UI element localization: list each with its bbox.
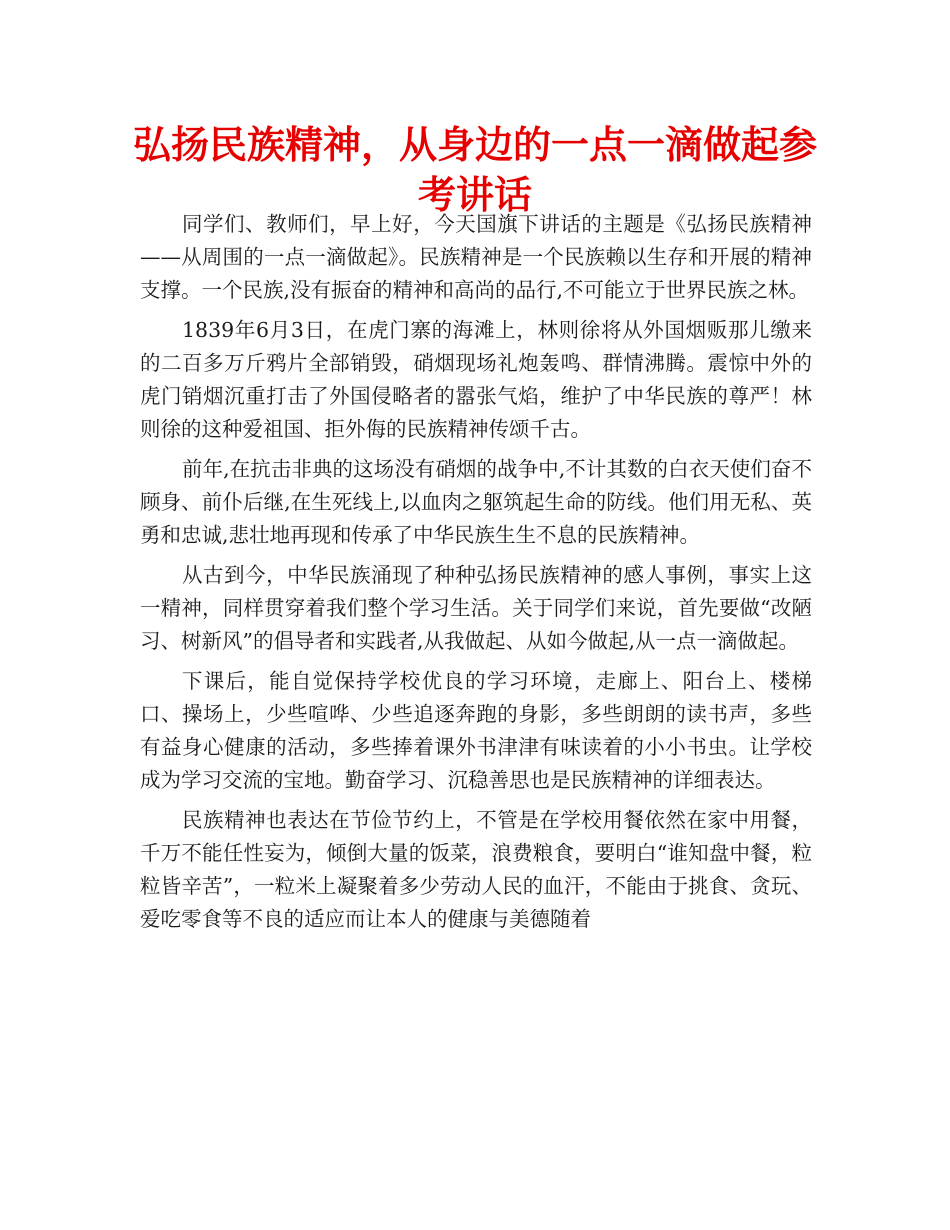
paragraph-1: 同学们、教师们，早上好，今天国旗下讲话的主题是《弘扬民族精神——从周围的一点一滴做起》。民族精神是一个民族赖以生存和开展的精神支撑。一个民族,没有振奋的精神和高尚的品行,不可能立于世界民族之林。 bbox=[140, 212, 812, 302]
title-line-2: 考讲话 bbox=[417, 173, 532, 217]
title-line-1: 弘扬民族精神，从身边的一点一滴做起参 bbox=[132, 123, 817, 167]
paragraph-4: 从古到今，中华民族涌现了种种弘扬民族精神的感人事例，事实上这一精神，同样贯穿着我们整个学习生活。关于同学们来说，首先要做“改陋习、树新风”的倡导者和实践者,从我做起、从如今做起,从一点一滴做起。 bbox=[140, 563, 812, 653]
paragraph-5: 下课后，能自觉保持学校优良的学习环境，走廊上、阳台上、楼梯口、操场上，少些喧哗、少些追逐奔跑的身影，多些朗朗的读书声，多些有益身心健康的活动，多些捧着课外书津津有味读着的小小书虫。让学校成为学习交流的宝地。勤奋学习、沉稳善思也是民族精神的详细表达。 bbox=[140, 669, 812, 792]
document-title bbox=[130, 120, 820, 220]
paragraph-3: 前年,在抗击非典的这场没有硝烟的战争中,不计其数的白衣天使们奋不顾身、前仆后继,在生死线上,以血肉之躯筑起生命的防线。他们用无私、英勇和忠诚,悲壮地再现和传承了中华民族生生不息的民族精神。 bbox=[140, 457, 812, 547]
document-body bbox=[140, 208, 812, 943]
paragraph-6: 民族精神也表达在节俭节约上，不管是在学校用餐依然在家中用餐，千万不能任性妄为，倾倒大量的饭菜，浪费粮食，要明白“谁知盘中餐，粒粒皆辛苦”，一粒米上凝聚着多少劳动人民的血汗，不能由于挑食、贪玩、爱吃零食等不良的适应而让本人的健康与美德随着 bbox=[140, 808, 812, 931]
paragraph-2: 1839年6月3日，在虎门寨的海滩上，林则徐将从外国烟贩那儿缴来的二百多万斤鸦片全部销毁，硝烟现场礼炮轰鸣、群情沸腾。震惊中外的虎门销烟沉重打击了外国侵略者的嚣张气焰，维护了中华民族的尊严！林则徐的这种爱祖国、拒外侮的民族精神传颂千古。 bbox=[140, 318, 812, 441]
